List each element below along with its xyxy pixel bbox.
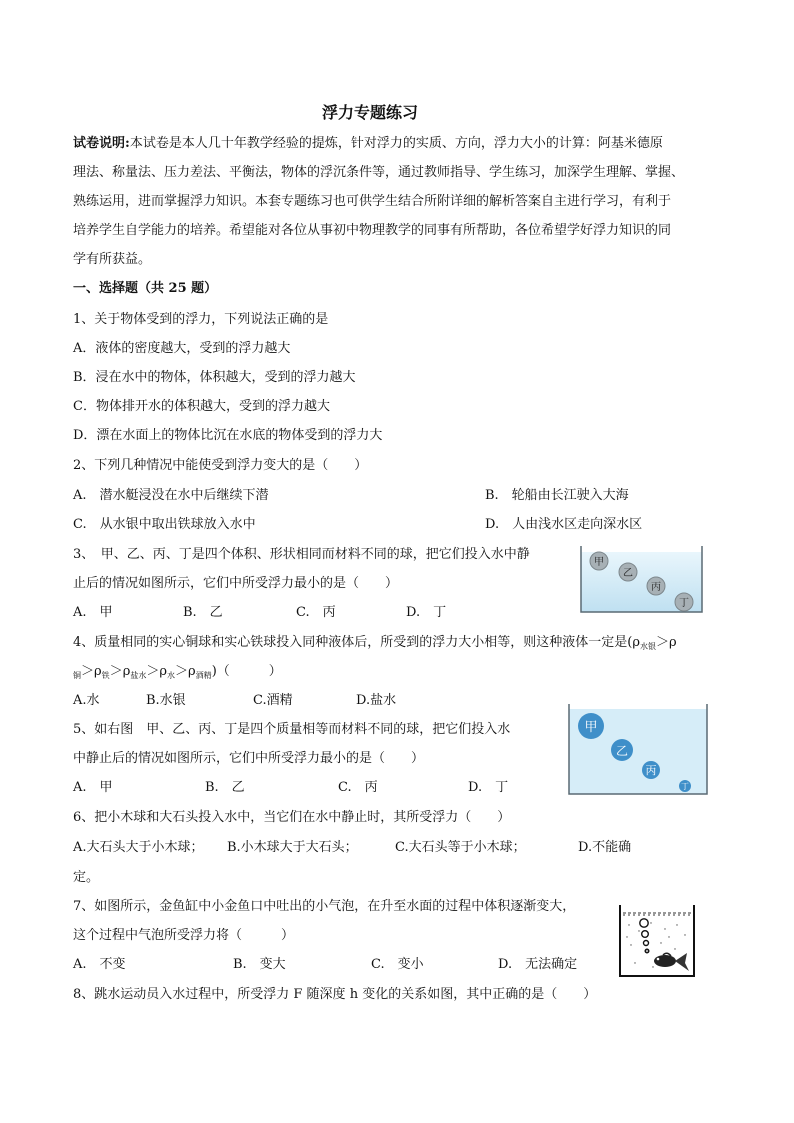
q6-option-d-continued: 定。 — [73, 870, 100, 885]
q4-rho-6: ρ — [188, 664, 196, 679]
svg-text:乙: 乙 — [615, 744, 629, 758]
intro-line-3: 熟练运用，进而掌握浮力知识。本套专题练习也可供学生结合所附详细的解析答案自主进行学习，有利于 — [73, 194, 672, 209]
q4-close: )（ ） — [211, 664, 282, 679]
q4-gt-5: ＞ — [175, 664, 189, 679]
q4-gt-2: ＞ — [81, 664, 95, 679]
svg-text:乙: 乙 — [623, 568, 633, 579]
q5-option-d: D. 丁 — [468, 780, 509, 795]
q2-option-c: C. 从水银中取出铁球放入水中 — [73, 517, 256, 532]
q6-option-b: B.小木球大于大石头； — [227, 840, 358, 855]
q4-stem-line-1 — [73, 633, 677, 657]
svg-text:丙: 丙 — [651, 582, 661, 593]
intro-line-5: 学有所获益。 — [73, 252, 152, 267]
q4-sub-iron: 铁 — [101, 671, 110, 680]
intro-line-4: 培养学生自学能力的培养。希望能对各位从事初中物理教学的同事有所帮助，各位希望学好浮力知识的同 — [73, 223, 672, 238]
q1-option-c: C．物体排开水的体积越大，受到的浮力越大 — [73, 399, 330, 414]
q6-option-d: D.不能确 — [578, 840, 632, 855]
svg-text:甲: 甲 — [594, 557, 604, 568]
q4-rho-5: ρ — [159, 664, 168, 679]
q4-rho-3: ρ — [94, 664, 102, 679]
svg-text:甲: 甲 — [584, 720, 598, 735]
q4-rho-1: ρ — [632, 635, 640, 650]
q5-ball-yi — [611, 739, 633, 761]
intro-text-1: 本试卷是本人几十年教学经验的提炼，针对浮力的实质、方向，浮力大小的计算：阿基米德原 — [129, 136, 663, 151]
q5-stem-line-1: 5、如右图 甲、乙、丙、丁是四个质量相等而材料不同的球，把它们投入水 — [73, 722, 511, 737]
q2-option-d: D. 人由浅水区走向深水区 — [485, 517, 643, 532]
q4-gt-1: ＞ — [656, 635, 670, 650]
q2-stem: 2、下列几种情况中能使受到浮力变大的是（ ） — [73, 458, 368, 473]
q8-stem: 8、跳水运动员入水过程中，所受浮力 F 随深度 h 变化的关系如图，其中正确的是（ ） — [73, 987, 597, 1002]
q7-stem-line-2: 这个过程中气泡所受浮力将（ ） — [73, 928, 295, 943]
q5-option-a: A. 甲 — [73, 780, 113, 795]
q4-sub-water: 水 — [167, 671, 176, 680]
q4-sub-copper: 铜 — [73, 671, 81, 680]
q1-stem: 1、关于物体受到的浮力，下列说法正确的是 — [73, 312, 329, 327]
q3-option-c: C. 丙 — [296, 605, 336, 620]
q2-option-a: A. 潜水艇浸没在水中后继续下潜 — [73, 488, 269, 503]
q1-option-d: D．漂在水面上的物体比沉在水底的物体受到的浮力大 — [73, 428, 383, 443]
q7-figure-fish-tank — [617, 901, 697, 979]
q1-option-a: A．液体的密度越大，受到的浮力越大 — [73, 341, 291, 356]
q4-option-a: A.水 — [73, 693, 100, 708]
q4-sub-mercury: 水银 — [640, 642, 656, 651]
intro-label: 试卷说明: — [73, 136, 130, 151]
q6-option-a: A.大石头大于小木球； — [73, 840, 204, 855]
q3-ball-ding — [675, 593, 693, 611]
q4-stem-text: 4、质量相同的实心铜球和实心铁球投入同种液体后，所受到的浮力大小相等，则这种液体一定是( — [73, 635, 633, 650]
q3-option-d: D. 丁 — [406, 605, 447, 620]
q2-option-b: B. 轮船由长江驶入大海 — [485, 488, 629, 503]
q5-option-c: C. 丙 — [338, 780, 378, 795]
svg-text:丙: 丙 — [645, 764, 657, 777]
svg-text:丁: 丁 — [681, 782, 689, 791]
section-heading: 一、选择题（共 25 题） — [73, 281, 218, 296]
q3-option-b: B. 乙 — [183, 605, 223, 620]
q3-ball-yi — [619, 563, 637, 581]
q7-option-b: B. 变大 — [233, 957, 286, 972]
intro-line-1 — [73, 134, 663, 154]
q4-stem-line-2 — [73, 662, 282, 686]
q4-option-c: C.酒精 — [253, 693, 293, 708]
q3-ball-jia — [590, 552, 608, 570]
q5-stem-line-2: 中静止后的情况如图所示，它们中所受浮力最小的是（ ） — [73, 751, 425, 766]
q4-rho-4: ρ — [122, 664, 131, 679]
q4-rho-2: ρ — [669, 635, 677, 650]
intro-line-2: 理法、称量法、压力差法、平衡法，物体的浮沉条件等，通过教师指导、学生练习，加深学生理解、掌握、 — [73, 165, 685, 180]
q3-stem-line-1: 3、 甲、乙、丙、丁是四个体积、形状相同而材料不同的球，把它们投入水中静 — [73, 547, 530, 562]
q6-stem: 6、把小木球和大石头投入水中，当它们在水中静止时，其所受浮力（ ） — [73, 810, 511, 825]
q5-ball-jia — [578, 713, 604, 739]
q3-option-a: A. 甲 — [73, 605, 113, 620]
q5-ball-ding — [679, 780, 691, 792]
q5-option-b: B. 乙 — [205, 780, 245, 795]
q3-stem-line-2: 止后的情况如图所示，它们中所受浮力最小的是（ ） — [73, 576, 399, 591]
q4-sub-brine: 盐水 — [130, 671, 147, 680]
q3-figure-beaker — [578, 544, 706, 616]
q7-option-a: A. 不变 — [73, 957, 126, 972]
q7-option-c: C. 变小 — [371, 957, 424, 972]
q7-option-d: D. 无法确定 — [498, 957, 578, 972]
page-title: 浮力专题练习 — [321, 103, 418, 122]
q6-option-c: C.大石头等于小木球； — [395, 840, 526, 855]
q4-sub-alcohol: 酒精 — [195, 671, 212, 680]
q5-figure-beaker — [566, 703, 710, 797]
q7-stem-line-1: 7、如图所示，金鱼缸中小金鱼口中吐出的小气泡，在升至水面的过程中体积逐渐变大， — [73, 899, 576, 914]
q4-option-d: D.盐水 — [356, 693, 397, 708]
q1-option-b: B．浸在水中的物体，体积越大，受到的浮力越大 — [73, 370, 356, 385]
q3-ball-bing — [647, 577, 665, 595]
q5-ball-bing — [642, 761, 660, 779]
svg-text:丁: 丁 — [679, 598, 689, 609]
q4-option-b: B.水银 — [146, 693, 186, 708]
q4-gt-3: ＞ — [109, 664, 123, 679]
q4-gt-4: ＞ — [146, 664, 160, 679]
